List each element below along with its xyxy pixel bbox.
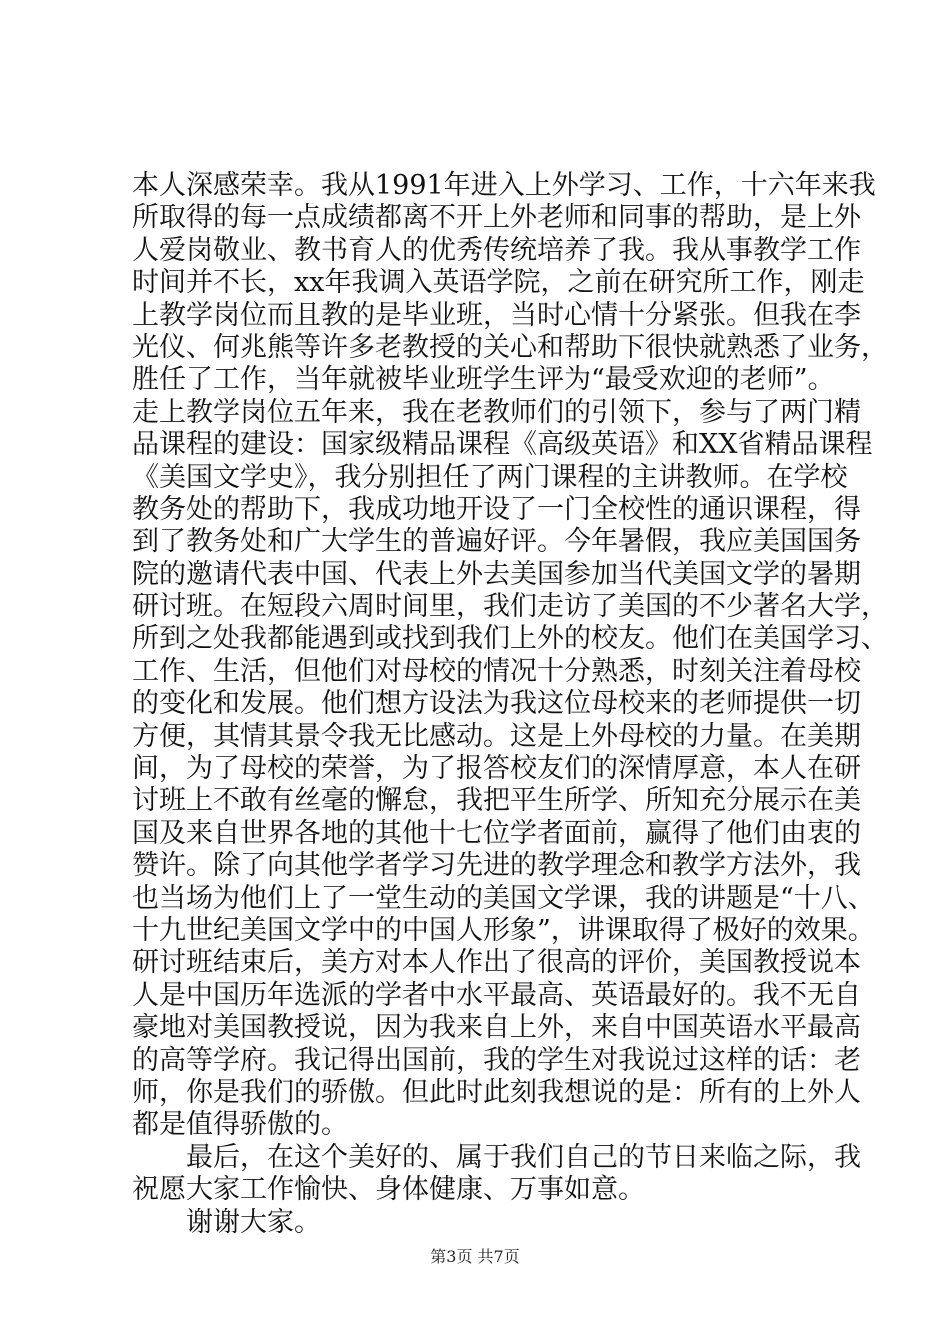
text-line: 祝愿大家工作愉快、身体健康、万事如意。 [132, 1174, 645, 1206]
text-line: 时间并不长，xx年我调入英语学院，之前在研究所工作，刚走 [132, 267, 865, 299]
text-line: 工作、生活，但他们对母校的情况十分熟悉，时刻关注着母校 [132, 655, 861, 687]
text-line: 所取得的每一点成绩都离不开上外老师和同事的帮助，是上外 [132, 202, 861, 234]
document-body [132, 170, 888, 1239]
text-line: 间，为了母校的荣誉，为了报答校友们的深情厚意，本人在研 [132, 753, 861, 785]
text-line: 所到之处我都能遇到或找到我们上外的校友。他们在美国学习、 [132, 623, 888, 655]
text-line: 教务处的帮助下，我成功地开设了一门全校性的通识课程，得 [132, 493, 861, 525]
text-line: 胜任了工作，当年就被毕业班学生评为“最受欢迎的老师”。 [132, 364, 835, 396]
text-line: 讨班上不敢有丝毫的懈怠，我把平生所学、所知充分展示在美 [132, 785, 861, 817]
paragraph-3 [132, 1207, 832, 1239]
text-line: 人是中国历年选派的学者中水平最高、英语最好的。我不无自 [132, 979, 861, 1011]
text-line: 人爱岗敬业、教书育人的优秀传统培养了我。我从事教学工作 [132, 234, 861, 266]
closing-line: 谢谢大家。 [186, 1206, 321, 1238]
text-line: 豪地对美国教授说，因为我来自上外，来自中国英语水平最高 [132, 1012, 861, 1044]
paragraph-2 [132, 1141, 861, 1207]
text-line: 品课程的建设：国家级精品课程《高级英语》和XX省精品课程 [132, 429, 873, 461]
text-line: 《美国文学史》，我分别担任了两门课程的主讲教师。在学校 [132, 461, 848, 493]
text-line: 研讨班。在短段六周时间里，我们走访了美国的不少著名大学， [132, 591, 888, 623]
text-line: 本人深感荣幸。我从1991年进入上外学习、工作，十六年来我 [132, 170, 876, 201]
text-line: 也当场为他们上了一堂生动的美国文学课，我的讲题是“十八、 [132, 882, 875, 914]
text-line: 的高等学府。我记得出国前，我的学生对我说过这样的话：老 [132, 1044, 861, 1076]
text-line: 方便，其情其景令我无比感动。这是上外母校的力量。在美期 [132, 720, 861, 752]
text-line: 的变化和发展。他们想方设法为我这位母校来的老师提供一切 [132, 688, 861, 720]
text-line: 师，你是我们的骄傲。但此时此刻我想说的是：所有的上外人 [132, 1076, 861, 1108]
page-number-footer: 第3页 共7页 [430, 1247, 520, 1266]
text-line: 都是值得骄傲的。 [132, 1109, 348, 1141]
text-line: 研讨班结束后，美方对本人作出了很高的评价，美国教授说本 [132, 947, 861, 979]
text-line: 院的邀请代表中国、代表上外去美国参加当代美国文学的暑期 [132, 558, 861, 590]
text-line: 走上教学岗位五年来，我在老教师们的引领下，参与了两门精 [132, 396, 861, 428]
text-line: 最后，在这个美好的、属于我们自己的节日来临之际，我 [186, 1141, 861, 1173]
text-line: 到了教务处和广大学生的普遍好评。今年暑假，我应美国国务 [132, 526, 861, 558]
paragraph-1 [132, 170, 888, 1142]
text-line: 上教学岗位而且教的是毕业班，当时心情十分紧张。但我在李 [132, 299, 861, 331]
text-line: 赞许。除了向其他学者学习先进的教学理念和教学方法外，我 [132, 850, 861, 882]
text-line: 国及来自世界各地的其他十七位学者面前，赢得了他们由衷的 [132, 817, 861, 849]
text-line: 十九世纪美国文学中的中国人形象”，讲课取得了极好的效果。 [132, 914, 875, 946]
text-line: 光仪、何兆熊等许多老教授的关心和帮助下很快就熟悉了业务， [132, 331, 888, 363]
